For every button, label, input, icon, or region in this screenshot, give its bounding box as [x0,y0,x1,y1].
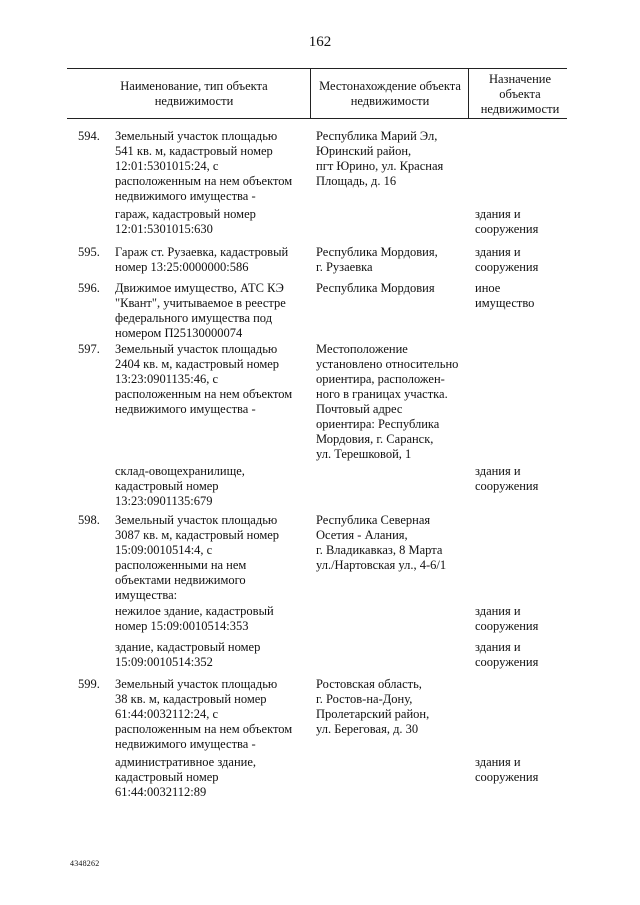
object-name-line: 61:44:0032112:24, с [115,707,219,721]
header-line: объекта [499,87,541,101]
object-location-line: ного в границах участка. [316,387,448,401]
object-name-line: 13:23:0901135:46, с [115,372,219,386]
object-name-cell [115,342,305,417]
object-name-cell [115,513,305,603]
header-line: Наименование, тип объекта [120,79,268,93]
object-purpose-cell [475,755,570,785]
object-name-line: Движимое имущество, АТС КЭ [115,281,284,295]
object-location-line: Республика Мордовия [316,281,435,295]
row-number: 598. [78,513,100,527]
header-line: недвижимости [350,94,430,108]
header-col-location [312,79,468,109]
object-name-line: кадастровый номер [115,770,219,784]
object-name-line: 2404 кв. м, кадастровый номер [115,357,280,371]
object-name-line: "Квант", учитываемое в реестре [115,296,286,310]
object-purpose-line: сооружения [475,222,539,236]
object-name-line: расположенным на нем объектом [115,174,293,188]
object-purpose-line: иное [475,281,501,295]
object-name-line: 12:01:5301015:630 [115,222,213,236]
object-purpose-cell [475,245,570,275]
object-name-line: 61:44:0032112:89 [115,785,207,799]
object-name-line: гараж, кадастровый номер [115,207,256,221]
object-name-line: 541 кв. м, кадастровый номер [115,144,273,158]
object-purpose-cell [475,464,570,494]
object-purpose-line: сооружения [475,619,539,633]
object-location-line: Республика Марий Эл, [316,129,438,143]
object-name-line: 38 кв. м, кадастровый номер [115,692,267,706]
page-number: 162 [308,34,332,50]
object-purpose-line: здания и [475,640,521,654]
object-purpose-cell [475,604,570,634]
object-name-line: административное здание, [115,755,257,769]
object-name-line: недвижимого имущества - [115,737,256,751]
object-name-line: недвижимого имущества - [115,402,256,416]
object-name-line: Земельный участок площадью [115,342,278,356]
object-location-line: ориентира: Республика [316,417,440,431]
object-name-line: имущества: [115,588,178,602]
header-line: недвижимости [480,102,560,116]
object-location-line: Юринский район, [316,144,412,158]
object-purpose-line: здания и [475,207,521,221]
object-name-line: федерального имущества под [115,311,273,325]
object-location-line: Пролетарский район, [316,707,430,721]
object-location-line: Осетия - Алания, [316,528,408,542]
header-col-name [80,79,308,109]
object-purpose-line: сооружения [475,479,539,493]
object-location-cell [316,677,476,737]
object-purpose-cell [475,281,570,311]
object-name-line: нежилое здание, кадастровый [115,604,274,618]
object-name-line: 12:01:5301015:24, с [115,159,219,173]
object-purpose-line: сооружения [475,770,539,784]
object-purpose-line: здания и [475,245,521,259]
object-purpose-line: имущество [475,296,535,310]
header-line: Местонахождение объекта [319,79,461,93]
object-name-line: расположенным на нем объектом [115,387,293,401]
row-number: 595. [78,245,100,259]
object-name-line: номером П25130000074 [115,326,243,340]
object-name-line: 15:09:0010514:4, с [115,543,213,557]
object-name-cell [115,464,305,509]
header-line: Назначение [488,72,551,86]
object-name-line: Земельный участок площадью [115,513,278,527]
object-name-line: 3087 кв. м, кадастровый номер [115,528,280,542]
footer-code: 4348262 [70,859,100,868]
object-location-cell [316,513,476,573]
object-name-line: номер 13:25:0000000:586 [115,260,249,274]
object-location-line: Местоположение [316,342,408,356]
header-top-rule [67,68,567,69]
row-number: 596. [78,281,100,295]
object-name-line: 13:23:0901135:679 [115,494,213,508]
object-name-cell [115,245,305,275]
object-name-line: расположенными на нем [115,558,247,572]
object-name-line: Гараж ст. Рузаевка, кадастровый [115,245,289,259]
object-purpose-line: здания и [475,464,521,478]
object-name-line: здание, кадастровый номер [115,640,261,654]
header-col-purpose [470,72,570,117]
object-name-line: расположенным на нем объектом [115,722,293,736]
header-bottom-rule [67,118,567,119]
object-location-line: установлено относительно [316,357,459,371]
object-location-line: ул. Терешковой, 1 [316,447,412,461]
object-location-cell [316,342,476,462]
object-name-cell [115,281,305,341]
object-name-line: Земельный участок площадью [115,677,278,691]
object-purpose-line: сооружения [475,260,539,274]
object-location-cell [316,281,476,296]
header-divider-2 [468,68,469,119]
object-location-line: г. Ростов-на-Дону, [316,692,413,706]
object-location-line: г. Владикавказ, 8 Марта [316,543,443,557]
object-location-line: ул./Нартовская ул., 4-6/1 [316,558,447,572]
header-line: недвижимости [154,94,234,108]
object-location-line: Площадь, д. 16 [316,174,397,188]
row-number: 594. [78,129,100,143]
object-name-line: номер 15:09:0010514:353 [115,619,249,633]
object-name-line: объектами недвижимого [115,573,246,587]
header-divider-1 [310,68,311,119]
object-purpose-line: здания и [475,604,521,618]
object-location-line: Ростовская область, [316,677,422,691]
object-location-line: Республика Мордовия, [316,245,438,259]
object-purpose-cell [475,640,570,670]
object-location-line: Республика Северная [316,513,431,527]
object-purpose-line: здания и [475,755,521,769]
object-location-line: пгт Юрино, ул. Красная [316,159,444,173]
object-purpose-line: сооружения [475,655,539,669]
object-name-cell [115,207,305,237]
object-name-cell [115,129,305,204]
object-name-cell [115,640,305,670]
object-purpose-cell [475,207,570,237]
object-location-line: ул. Береговая, д. 30 [316,722,419,736]
object-location-line: Мордовия, г. Саранск, [316,432,434,446]
object-name-line: 15:09:0010514:352 [115,655,213,669]
row-number: 599. [78,677,100,691]
object-location-line: Почтовый адрес [316,402,403,416]
object-name-cell [115,677,305,752]
object-location-cell [316,245,476,275]
object-name-line: кадастровый номер [115,479,219,493]
row-number: 597. [78,342,100,356]
object-name-cell [115,755,305,800]
object-name-line: недвижимого имущества - [115,189,256,203]
object-location-cell [316,129,476,189]
object-name-line: Земельный участок площадью [115,129,278,143]
object-location-line: г. Рузаевка [316,260,373,274]
object-location-line: ориентира, расположен- [316,372,445,386]
object-name-cell [115,604,305,634]
object-name-line: склад-овощехранилище, [115,464,245,478]
